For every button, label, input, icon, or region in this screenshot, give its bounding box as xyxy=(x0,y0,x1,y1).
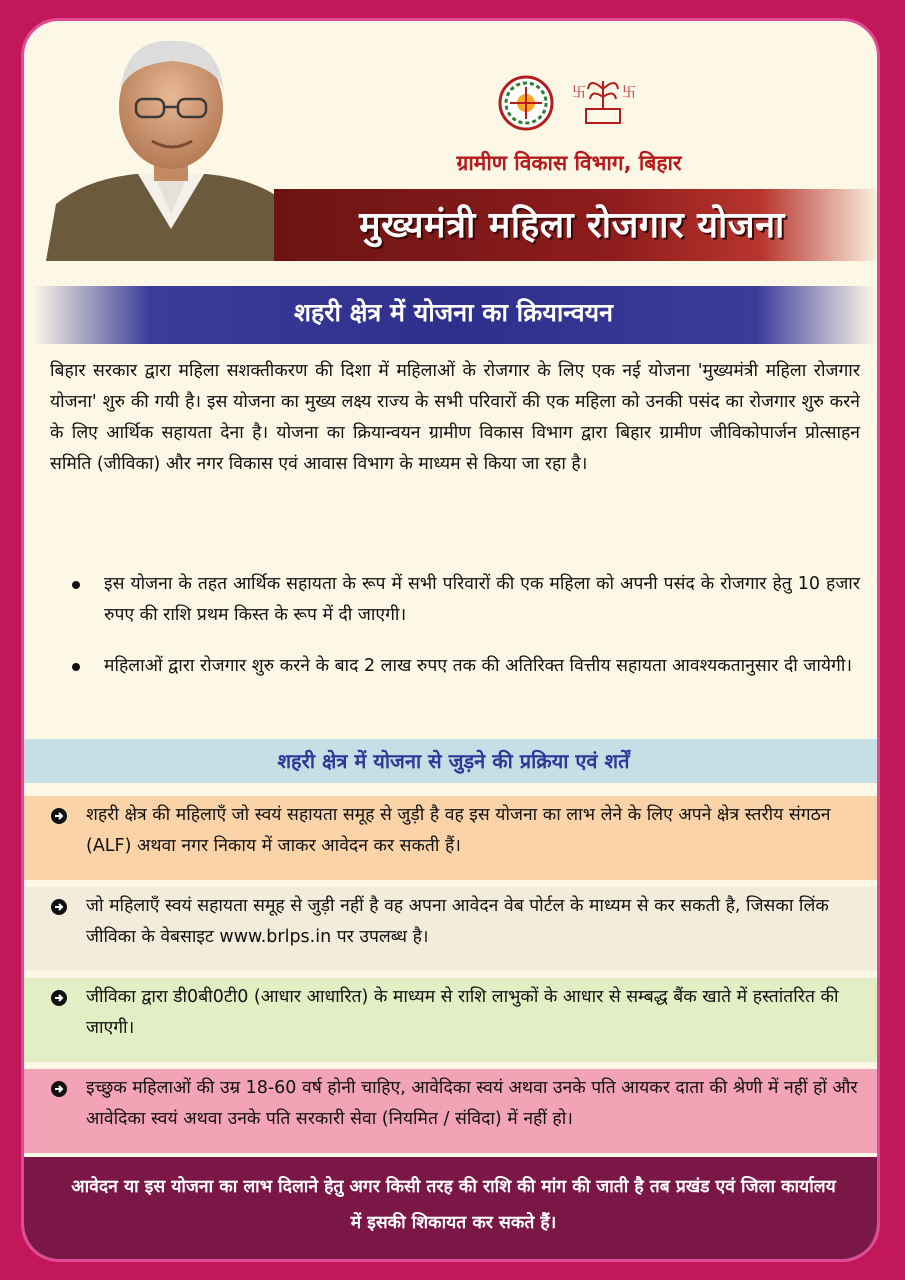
arrow-right-circle-icon xyxy=(50,898,68,916)
arrow-right-circle-icon xyxy=(50,989,68,1007)
list-item-text: महिलाओं द्वारा रोजगार शुरु करने के बाद 2 लाख रुपए तक की अतिरिक्त वित्तीय सहायता आवश्यकतानुसार दी जायेगी। xyxy=(104,656,853,676)
condition-text: जो महिलाएँ स्वयं सहायता समूह से जुड़ी नहीं है वह अपना आवेदन वेब पोर्टल के माध्यम से कर सकती है, जिसका लिंक जीविका के वेबसाइट www.brlps.in पर उपलब्ध है। xyxy=(86,896,829,947)
bullet-icon xyxy=(72,663,80,671)
jeevika-logo-icon xyxy=(500,77,552,129)
list-item xyxy=(54,569,860,631)
department-name: ग्रामीण विकास विभाग, बिहार xyxy=(456,151,682,175)
chief-minister-portrait xyxy=(46,29,296,261)
condition-item xyxy=(24,978,880,1062)
bullet-icon xyxy=(72,581,80,589)
condition-text: शहरी क्षेत्र की महिलाएँ जो स्वयं सहायता समूह से जुड़ी है वह इस योजना का लाभ लेने के लिए अपने क्षेत्र स्तरीय संगठन (ALF) अथवा नगर निकाय में जाकर आवेदन कर सकती हैं। xyxy=(86,805,831,856)
condition-item xyxy=(24,1069,880,1153)
condition-text: इच्छुक महिलाओं की उम्र 18-60 वर्ष होनी चाहिए, आवेदिका स्वयं अथवा उनके पति आयकर दाता की श्रेणी में नहीं हों और आवेदिका स्वयं अथवा उनके पति सरकारी सेवा (नियमित / संविदा) में नहीं हो। xyxy=(86,1078,858,1129)
scheme-title: मुख्यमंत्री महिला रोजगार योजना xyxy=(359,205,785,246)
bihar-govt-emblem-icon xyxy=(572,81,636,123)
svg-text:卐: 卐 xyxy=(572,85,586,101)
benefit-list xyxy=(54,569,860,702)
arrow-right-circle-icon xyxy=(50,1080,68,1098)
poster-card xyxy=(21,18,880,1262)
condition-item xyxy=(24,887,880,971)
process-title: शहरी क्षेत्र में योजना से जुड़ने की प्रक्रिया एवं शर्तें xyxy=(277,749,630,773)
svg-text:卐: 卐 xyxy=(622,85,636,101)
list-item-text: इस योजना के तहत आर्थिक सहायता के रूप में सभी परिवारों की एक महिला को अपनी पसंद के रोजगार हेतु 10 हजार रुपए की राशि प्रथम किस्त के रूप में दी जाएगी। xyxy=(104,574,860,625)
condition-text: जीविका द्वारा डी0बी0टी0 (आधार आधारित) के माध्यम से राशि लाभुकों के आधार से सम्बद्ध बैंक खाते में हस्तांतरित की जाएगी। xyxy=(86,987,839,1038)
list-item xyxy=(54,651,860,682)
condition-item xyxy=(24,796,880,880)
complaint-notice: आवेदन या इस योजना का लाभ दिलाने हेतु अगर किसी तरह की राशि की मांग की जाती है तब प्रखंड एवं जिला कार्यालय में इसकी शिकायत कर सकते हैं। xyxy=(24,1157,880,1262)
department-logos xyxy=(494,67,644,147)
section-title: शहरी क्षेत्र में योजना का क्रियान्वयन xyxy=(293,298,614,327)
intro-paragraph: बिहार सरकार द्वारा महिला सशक्तीकरण की दिशा में महिलाओं के रोजगार के लिए एक नई योजना 'मुख्यमंत्री महिला रोजगार योजना' शुरु की गयी है। इस योजना का मुख्य लक्ष्य राज्य के सभी परिवारों की एक महिला को उनकी पसंद का रोजगार शुरु करने के लिए आर्थिक सहायता देना है। योजना का क्रियान्वयन ग्रामीण विकास विभाग द्वारा बिहार ग्रामीण जीविकोपार्जन प्रोत्साहन समिति (जीविका) और नगर विकास एवं आवास विभाग के माध्यम से किया जा रहा है। xyxy=(50,361,860,474)
arrow-right-circle-icon xyxy=(50,807,68,825)
